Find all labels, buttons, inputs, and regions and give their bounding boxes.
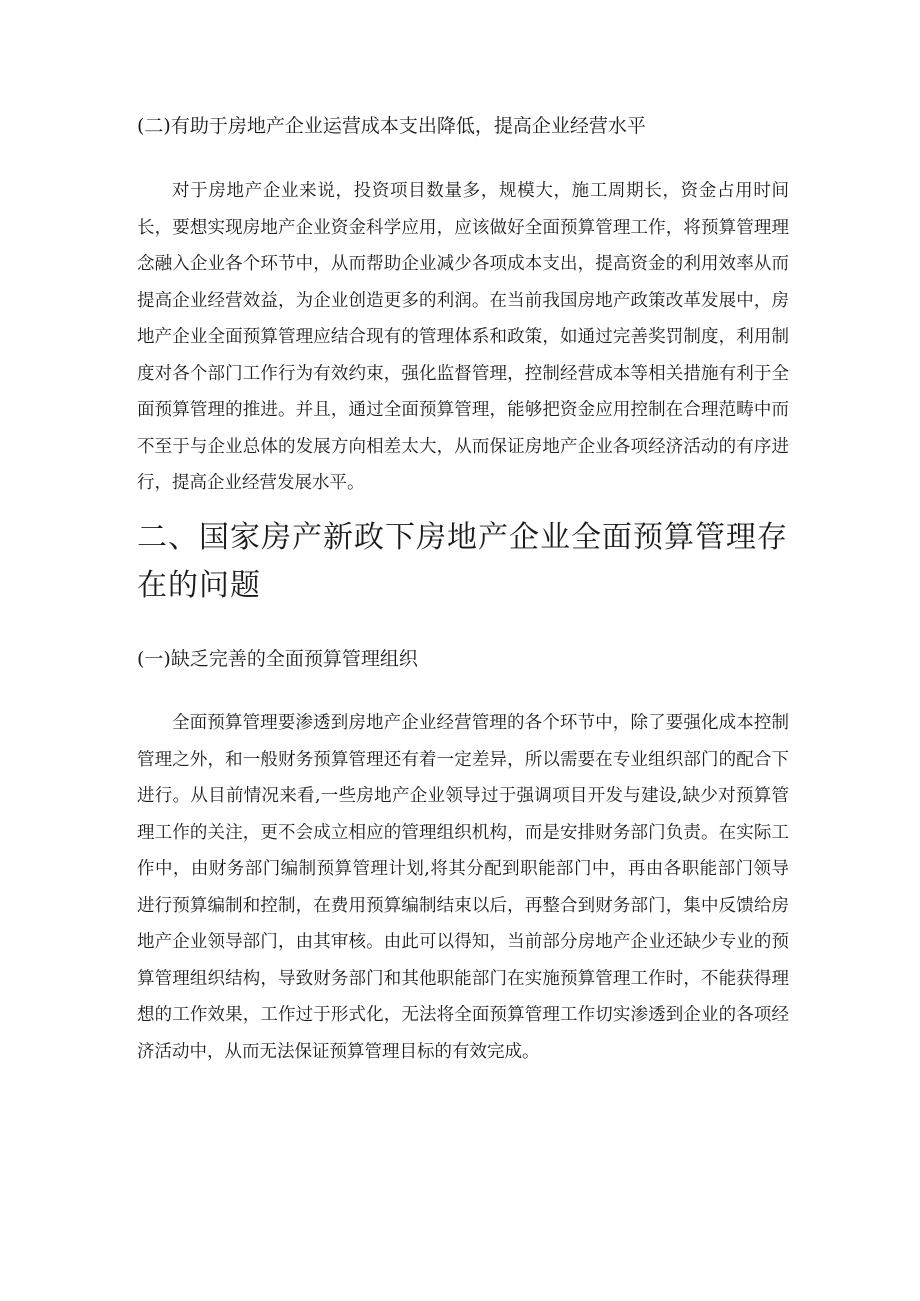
section-heading-problems: 二、国家房产新政下房地产企业全面预算管理存在的问题 <box>137 520 788 603</box>
paragraph-budget-organization: 全面预算管理要渗透到房地产企业经营管理的各个环节中，除了要强化成本控制管理之外，和一般财务预算管理还有着一定差异，所以需要在专业组织部门的配合下进行。从目前情况来看,一些房地产企业领导过于强调项目开发与建设,缺少对预算管理工作的关注，更不会成立相应的管理组织机构，而是安排财务部门负责。在实际工作中，由财务部门编制预算管理计划,将其分配到职能部门中，再由各职能部门领导进行预算编制和控制，在费用预算编制结束以后，再整合到财务部门，集中反馈给房地产企业领导部门，由其审核。由此可以得知，当前部分房地产企业还缺少专业的预算管理组织结构，导致财务部门和其他职能部门在实施预算管理工作时，不能获得理想的工作效果，工作过于形式化，无法将全面预算管理工作切实渗透到企业的各项经济活动中，从而无法保证预算管理目标的有效完成。 <box>137 713 789 1062</box>
paragraph-cost-reduction: 对于房地产企业来说，投资项目数量多，规模大，施工周期长，资金占用时间长，要想实现房地产企业资金科学应用，应该做好全面预算管理工作，将预算管理理念融入企业各个环节中，从而帮助企业减少各项成本支出，提高资金的利用效率从而提高企业经营效益，为企业创造更多的利润。在当前我国房地产政策改革发展中，房地产企业全面预算管理应结合现有的管理体系和政策，如通过完善奖罚制度，利用制度对各个部门工作行为有效约束，强化监督管理，控制经营成本等相关措施有利于全面预算管理的推进。并且，通过全面预算管理，能够把资金应用控制在合理范畴中而不至于与企业总体的发展方向相差太大，从而保证房地产企业各项经济活动的有序进行，提高企业经营发展水平。 <box>137 181 789 493</box>
subheading-1: (一)缺乏完善的全面预算管理组织 <box>137 648 418 670</box>
subheading-2: (二)有助于房地产企业运营成本支出降低，提高企业经营水平 <box>137 115 646 137</box>
